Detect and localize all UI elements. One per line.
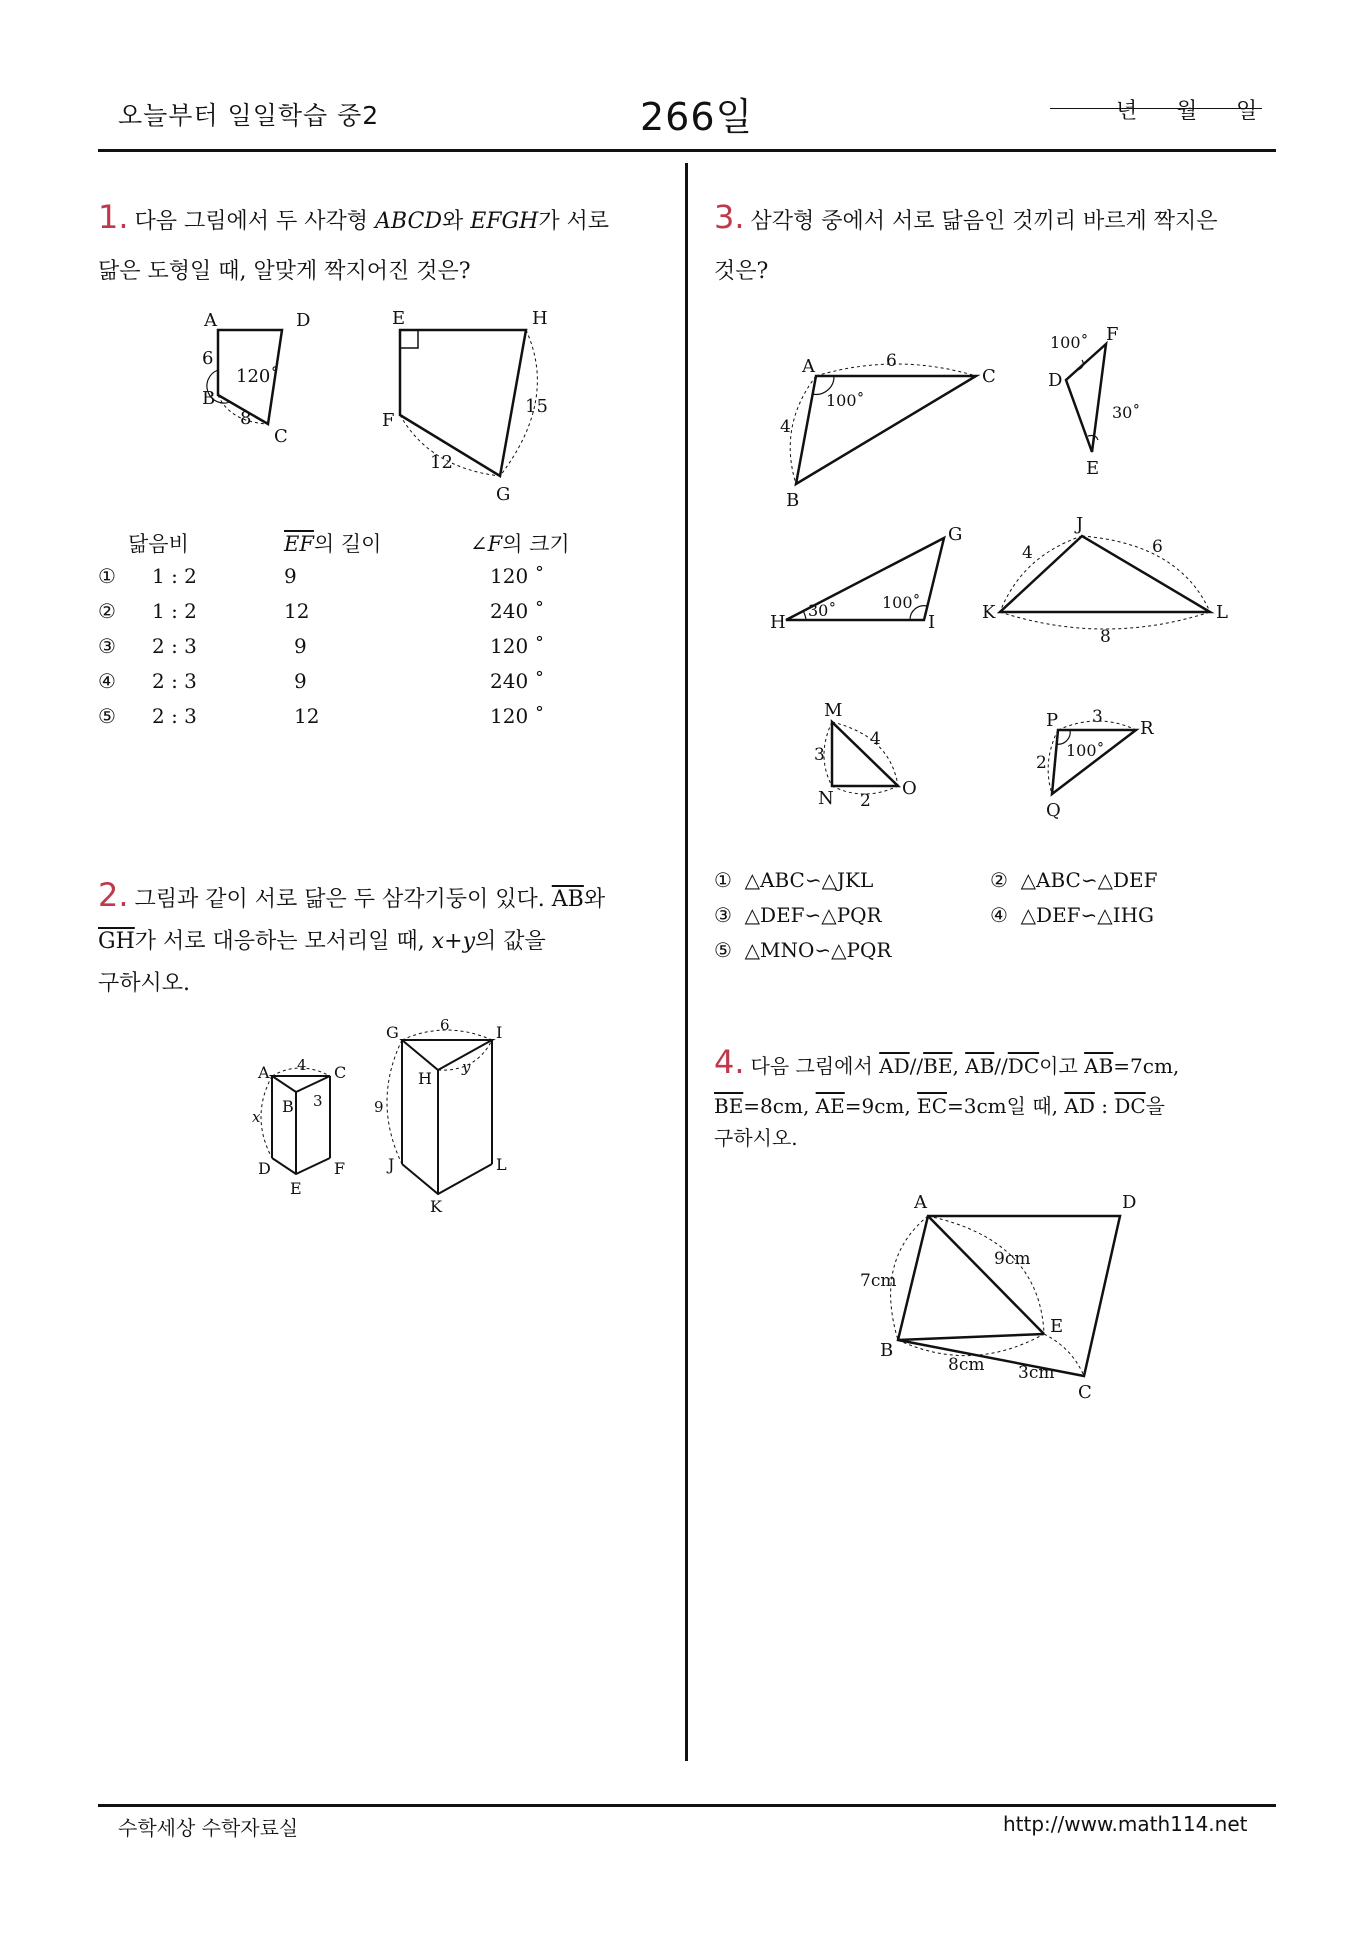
option-ratio: 1 : 2 [152, 599, 197, 623]
label-mn: 3 [814, 745, 825, 765]
prism-big-bottom [402, 1164, 492, 1194]
arc-x [261, 1076, 272, 1158]
label-D: D [296, 310, 311, 331]
q4-ab2: $\overline{AB}$ [1084, 1054, 1114, 1078]
q3-stem [714, 192, 1274, 297]
date-day-label: 일 [1236, 99, 1258, 124]
label-B: B [282, 1097, 294, 1116]
segment-ae [928, 1216, 1044, 1334]
q4-dc: $\overline{DC}$ [1007, 1054, 1040, 1078]
label-G: G [948, 524, 963, 545]
option-mark: ③ [714, 903, 732, 927]
label-ec: 3cm [1018, 1363, 1055, 1383]
q1-number: 1. [98, 198, 129, 236]
label-R: R [1140, 718, 1154, 739]
label-y: y [462, 1058, 471, 1076]
label-H: H [418, 1069, 432, 1088]
q1-option[interactable] [98, 564, 598, 599]
q4-parallel: // [909, 1054, 924, 1078]
q2-text: 그림과 같이 서로 닮은 두 삼각기둥이 있다. [134, 887, 552, 912]
q4-text-line3: 구하시오. [714, 1126, 798, 1150]
arc-gj [387, 1040, 402, 1164]
label-hg: 15 [525, 396, 548, 417]
label-angle-b: 120˚ [236, 366, 280, 387]
q1-ef-suffix: 의 길이 [313, 532, 382, 556]
label-O: O [902, 778, 917, 799]
label-B: B [202, 388, 216, 409]
q1-ef-var: $\overline{EF}$ [284, 532, 314, 556]
label-E: E [392, 308, 406, 329]
q2-text-line3: 구하시오. [98, 971, 191, 996]
option-angle: 120 ˚ [490, 704, 545, 728]
label-jk: 4 [1022, 543, 1033, 563]
label-G: G [496, 484, 511, 505]
q1-abcd: ABCD [375, 209, 442, 234]
label-B: B [786, 490, 800, 511]
label-ac: 6 [886, 351, 897, 371]
footer-url[interactable]: http://www.math114.net [1003, 1812, 1248, 1836]
option-angle: 240 ˚ [490, 669, 545, 693]
q4-text: 일 때, [1006, 1094, 1065, 1118]
option-len: 12 [284, 599, 310, 623]
label-F: F [1106, 324, 1119, 345]
option-mark: ③ [98, 634, 116, 658]
label-mo: 4 [870, 729, 881, 749]
q1-col-ef [284, 528, 381, 558]
label-E: E [1086, 458, 1100, 479]
column-divider [685, 163, 688, 1761]
q4-ae: $\overline{AE}$ [815, 1094, 845, 1118]
label-N: N [818, 788, 834, 809]
label-ab: 4 [780, 417, 791, 437]
q3-option[interactable] [714, 938, 891, 962]
label-H: H [532, 308, 548, 329]
q4-parallel: // [994, 1054, 1008, 1078]
q2-gh: $\overline{GH}$ [98, 929, 135, 954]
label-I: I [496, 1023, 503, 1042]
q1-efgh: EFGH [470, 209, 539, 234]
label-J: J [1076, 514, 1084, 535]
option-mark: ⑤ [98, 704, 116, 728]
label-ab: 6 [202, 348, 214, 369]
segment-be [898, 1334, 1044, 1340]
tri-abc [796, 376, 976, 484]
q4-ab: $\overline{AB}$ [965, 1054, 995, 1078]
option-angle: 240 ˚ [490, 599, 545, 623]
label-angle-e: 30˚ [1112, 403, 1141, 422]
label-C: C [982, 366, 996, 387]
option-text: △MNO∽△PQR [744, 938, 892, 962]
q3-option[interactable] [990, 868, 1158, 892]
tri-pqr [1052, 730, 1136, 794]
label-A: A [204, 310, 217, 331]
label-I: I [928, 612, 936, 633]
label-H: H [770, 612, 786, 633]
q2-number: 2. [98, 876, 129, 914]
label-E: E [1050, 1316, 1064, 1337]
label-pq: 2 [1036, 753, 1047, 773]
q1-figure [190, 300, 570, 510]
label-ae: 9cm [994, 1249, 1031, 1269]
label-D: D [1122, 1192, 1137, 1213]
label-L: L [1216, 602, 1228, 623]
label-no: 2 [860, 791, 871, 811]
option-mark: ④ [98, 669, 116, 693]
label-B: B [880, 1340, 894, 1361]
label-K: K [982, 602, 996, 623]
q1-text: 가 서로 [538, 209, 610, 234]
footer-rule [98, 1804, 1276, 1807]
option-mark: ⑤ [714, 938, 732, 962]
q1-angle-suffix: 의 크기 [502, 532, 570, 556]
angle-h-arc [803, 611, 806, 620]
q4-ec-value: =3cm [947, 1094, 1007, 1118]
label-gi: 6 [440, 1016, 450, 1034]
q1-angle-sym: ∠ [470, 532, 488, 556]
prism-small-top [272, 1076, 330, 1092]
q3-figure [760, 316, 1240, 836]
label-M: M [824, 700, 843, 721]
label-P: P [1046, 710, 1059, 731]
label-bc: 3 [313, 1092, 323, 1110]
tri-def [1066, 344, 1106, 452]
label-angle-p: 100˚ [1066, 741, 1105, 760]
q3-option[interactable] [714, 868, 873, 892]
q2-stem [98, 874, 658, 1005]
label-J: J [388, 1155, 395, 1174]
label-gj: 9 [374, 1098, 384, 1116]
q1-option[interactable] [98, 634, 598, 669]
page-title: 266일 [640, 95, 754, 139]
label-E: E [290, 1179, 302, 1198]
label-C: C [274, 426, 288, 447]
label-ac: 4 [297, 1056, 307, 1074]
label-A: A [914, 1192, 927, 1213]
footer-source: 수학세상 수학자료실 [118, 1816, 299, 1840]
q2-figure [240, 1012, 530, 1212]
tri-mno [832, 722, 898, 786]
label-Q: Q [1046, 800, 1061, 821]
prism-big-top [402, 1040, 492, 1070]
label-A: A [258, 1063, 270, 1082]
q4-be2: $\overline{BE}$ [714, 1094, 744, 1118]
option-ratio: 2 : 3 [152, 669, 197, 693]
option-mark: ① [714, 868, 732, 892]
q4-ab-value: =7cm, [1113, 1054, 1180, 1078]
quad-abcd [898, 1216, 1120, 1376]
option-len: 9 [284, 564, 297, 588]
label-A: A [802, 356, 815, 377]
q4-number: 4. [714, 1043, 745, 1081]
option-angle: 120 ˚ [490, 634, 545, 658]
q3-option[interactable] [714, 903, 882, 927]
option-mark: ① [98, 564, 116, 588]
q1-text: 와 [441, 209, 471, 234]
option-len: 9 [294, 634, 307, 658]
header-rule [98, 149, 1276, 152]
label-L: L [496, 1155, 507, 1174]
q4-text: 을 [1145, 1094, 1165, 1118]
label-D: D [1048, 370, 1063, 391]
label-K: K [430, 1197, 442, 1212]
label-D: D [258, 1159, 271, 1178]
q1-option[interactable] [98, 599, 598, 634]
q4-be-value: =8cm, [743, 1094, 816, 1118]
q2-text: 의 값을 [475, 929, 546, 954]
label-angle-a: 100˚ [826, 391, 865, 410]
q4-ad: $\overline{AD}$ [879, 1054, 910, 1078]
q4-be: $\overline{BE}$ [923, 1054, 953, 1078]
label-x: x [252, 1108, 261, 1126]
label-C: C [1078, 1382, 1092, 1403]
q1-col-angle [470, 528, 570, 558]
q1-option[interactable] [98, 704, 598, 739]
date-year-label: 년 [1116, 99, 1138, 124]
label-jl: 6 [1152, 537, 1163, 557]
q2-text: 가 서로 대응하는 모서리일 때, [134, 929, 432, 954]
q4-colon: : [1094, 1094, 1115, 1118]
q1-options [98, 564, 598, 739]
q2-expr: x+y [431, 929, 476, 954]
label-angle-d: 100˚ [1050, 333, 1089, 352]
q4-text: 다음 그림에서 [750, 1054, 880, 1078]
q1-text: 다음 그림에서 두 사각형 [134, 209, 376, 234]
q4-ad2: $\overline{AD}$ [1064, 1094, 1095, 1118]
prism-small-bottom [272, 1158, 330, 1174]
option-mark: ④ [990, 903, 1008, 927]
option-ratio: 1 : 2 [152, 564, 197, 588]
label-F: F [382, 410, 395, 431]
q4-ae-value: =9cm, [844, 1094, 918, 1118]
option-text: △ABC∽△JKL [744, 868, 874, 892]
q4-text: 이고 [1039, 1054, 1085, 1078]
q2-ab: $\overline{AB}$ [551, 887, 584, 912]
q4-dc2: $\overline{DC}$ [1114, 1094, 1146, 1118]
q4-text: , [952, 1054, 966, 1078]
label-angle-i: 100˚ [882, 593, 921, 612]
q4-figure [850, 1180, 1150, 1410]
label-angle-h: 30˚ [808, 601, 837, 620]
option-len: 12 [294, 704, 320, 728]
q3-option[interactable] [990, 903, 1154, 927]
q1-option[interactable] [98, 669, 598, 704]
label-ab: 7cm [860, 1271, 897, 1291]
q1-angle-var: F [487, 532, 503, 556]
q2-text: 와 [583, 887, 606, 912]
date-month-label: 월 [1176, 99, 1198, 124]
option-text: △ABC∽△DEF [1020, 868, 1158, 892]
option-text: △DEF∽△IHG [1020, 903, 1155, 927]
label-fg: 12 [430, 452, 453, 473]
option-ratio: 2 : 3 [152, 634, 197, 658]
option-mark: ② [990, 868, 1008, 892]
q4-ec: $\overline{EC}$ [917, 1094, 947, 1118]
option-len: 9 [294, 669, 307, 693]
q1-stem [98, 192, 658, 297]
option-ratio: 2 : 3 [152, 704, 197, 728]
right-angle-e [400, 330, 418, 348]
q3-number: 3. [714, 198, 745, 236]
header-subject: 오늘부터 일일학습 중2 [118, 101, 380, 130]
option-mark: ② [98, 599, 116, 623]
label-C: C [334, 1063, 347, 1082]
option-text: △DEF∽△PQR [744, 903, 882, 927]
label-F: F [334, 1159, 346, 1178]
label-be: 8cm [948, 1355, 985, 1375]
q3-text-line2: 것은? [714, 259, 769, 284]
date-field [1050, 99, 1262, 124]
q1-text-line2: 닮은 도형일 때, 알맞게 짝지어진 것은? [98, 259, 471, 284]
option-angle: 120 ˚ [490, 564, 545, 588]
q1-col-ratio: 닮음비 [128, 532, 189, 556]
q3-text: 삼각형 중에서 서로 닮음인 것끼리 바르게 짝지은 [750, 209, 1218, 234]
label-kl: 8 [1100, 627, 1111, 647]
label-G: G [386, 1023, 399, 1042]
quad-efgh [400, 330, 526, 476]
q4-stem [714, 1040, 1274, 1160]
label-bc: 8 [240, 408, 252, 429]
label-pr: 3 [1092, 707, 1103, 727]
